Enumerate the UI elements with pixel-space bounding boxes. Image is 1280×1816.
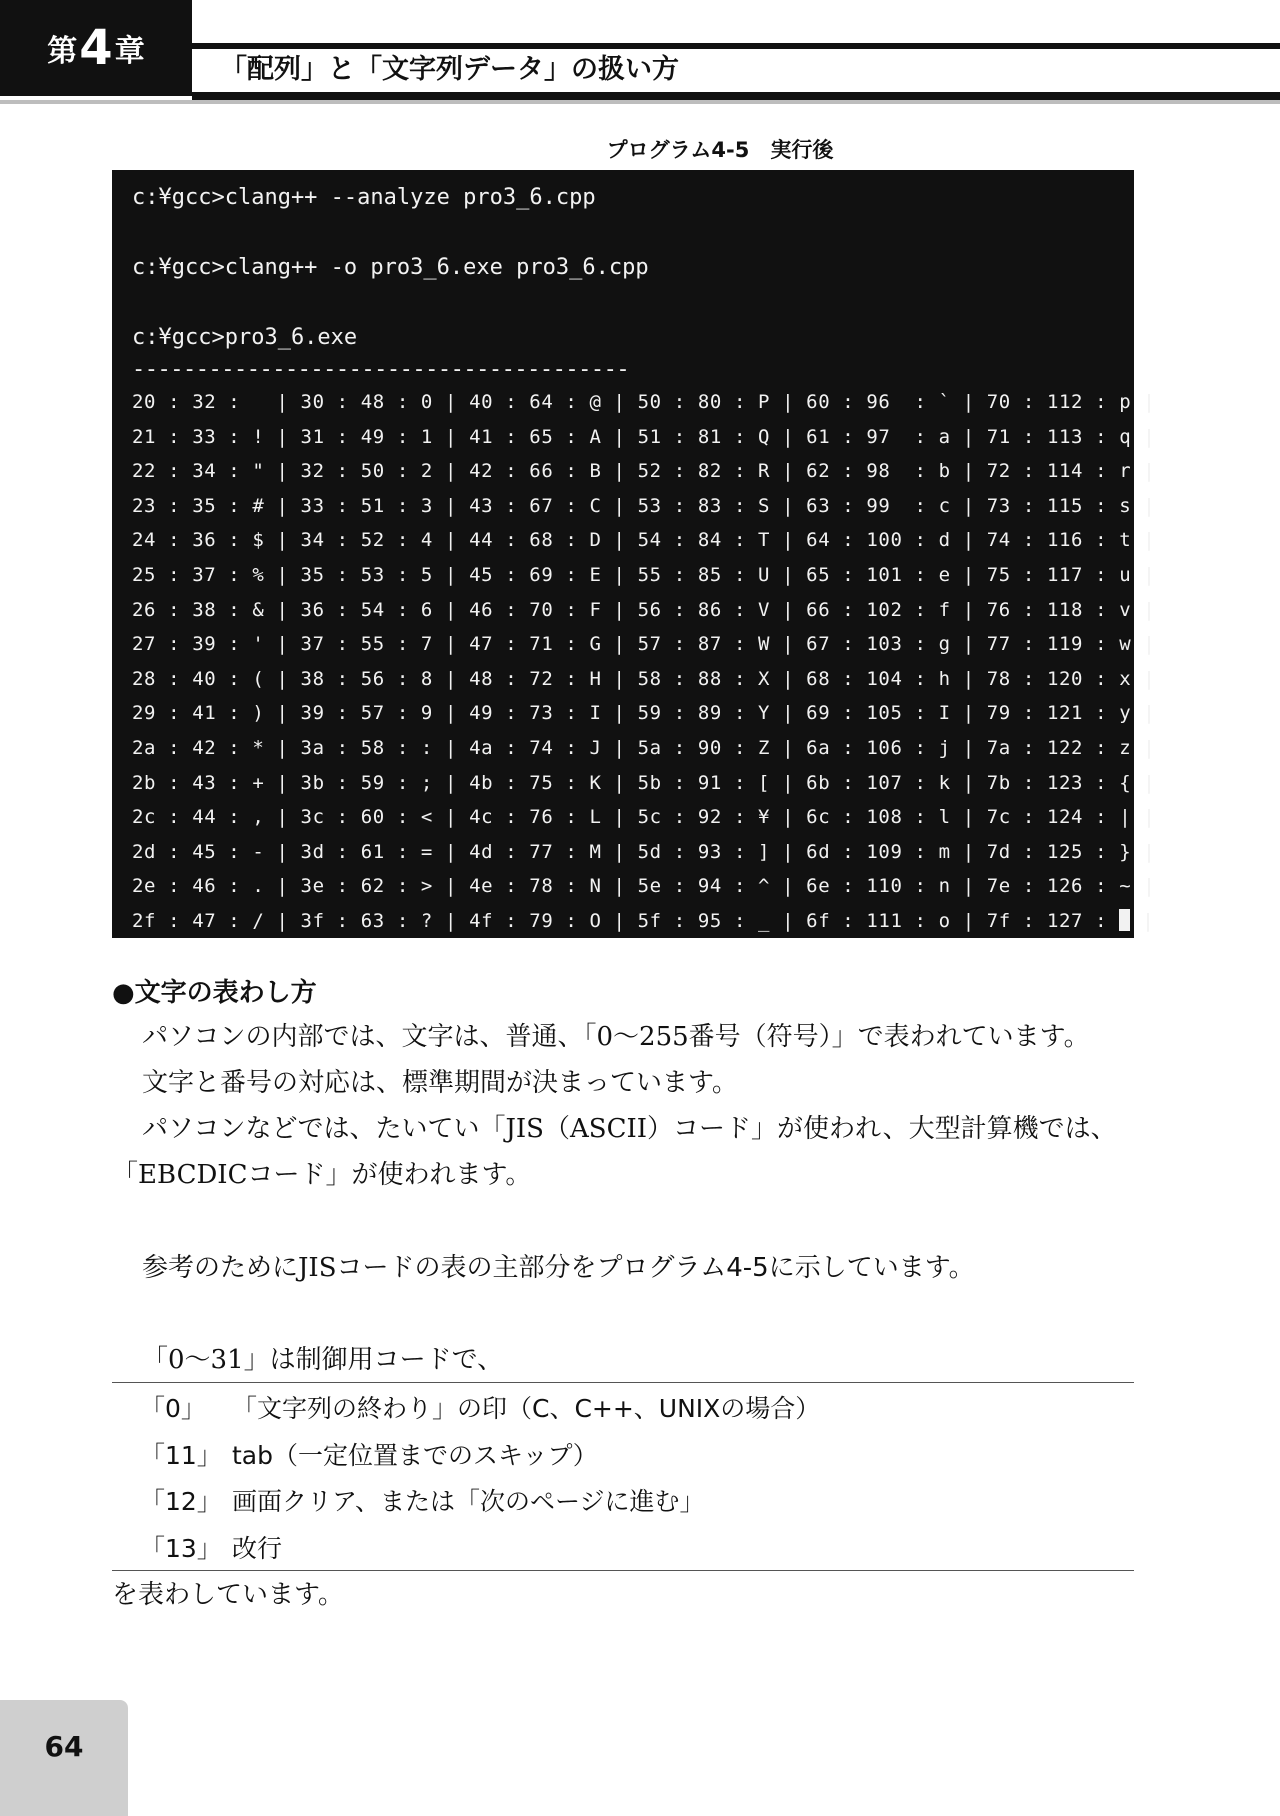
list-item xyxy=(140,1526,820,1573)
list-item xyxy=(140,1479,820,1526)
paragraph-line: 「EBCDICコード」が使われます。 xyxy=(112,1160,532,1190)
code-table-row: 24 : 36 : $ | 34 : 52 : 4 | 44 : 68 : D | 54 : 84 : T | 64 : 100 : d | 74 : 116 : t | xyxy=(132,529,1156,552)
control-description: 改行 xyxy=(232,1533,283,1563)
page-number: 64 xyxy=(44,1730,84,1763)
terminal-output xyxy=(112,170,1156,938)
command-line: c:¥gcc>clang++ -o pro3_6.exe pro3_6.cpp xyxy=(132,255,649,280)
section-heading: ●文字の表わし方 xyxy=(112,978,317,1008)
code-table-row: 22 : 34 : " | 32 : 50 : 2 | 42 : 66 : B | 52 : 82 : R | 62 : 98 : b | 72 : 114 : r | xyxy=(132,460,1156,483)
paragraph-line: 「0〜31」は制御用コードで、 xyxy=(142,1345,504,1375)
paragraph-6 xyxy=(112,1572,1132,1618)
control-code: 「11」 xyxy=(140,1440,222,1470)
list-item xyxy=(140,1386,820,1433)
last-row-text: 2f : 47 : / | 3f : 63 : ? | 4f : 79 : O | 5f : 95 : _ | 6f : 111 : o | 7f : 127 : xyxy=(132,909,1120,932)
header-rule-top xyxy=(192,43,1280,49)
command-line: c:¥gcc>pro3_6.exe xyxy=(132,325,358,350)
control-code: 「12」 xyxy=(140,1487,222,1516)
code-table-row: 25 : 37 : % | 35 : 53 : 5 | 45 : 69 : E | 55 : 85 : U | 65 : 101 : e | 75 : 117 : u | xyxy=(132,563,1156,586)
chapter-prefix: 第 xyxy=(47,34,78,69)
last-row-end: | xyxy=(1130,909,1155,932)
control-code-list xyxy=(140,1386,820,1572)
paragraph-line xyxy=(112,1245,1132,1291)
paragraph-5 xyxy=(112,1337,1132,1383)
code-table-row-last xyxy=(132,904,1155,939)
code-table-row: 2a : 42 : * | 3a : 58 : : | 4a : 74 : J | 5a : 90 : Z | 6a : 106 : j | 7a : 122 : z | xyxy=(132,736,1156,759)
program-caption: プログラム4-5 実行後 xyxy=(606,138,834,162)
paragraph-3 xyxy=(112,1106,1132,1198)
code-table-row: 26 : 38 : & | 36 : 54 : 6 | 46 : 70 : F | 56 : 86 : V | 66 : 102 : f | 76 : 118 : v | xyxy=(132,598,1156,621)
list-rule-top xyxy=(112,1382,1134,1383)
control-code: 「13」 xyxy=(140,1533,222,1563)
chapter-suffix: 章 xyxy=(114,34,145,69)
paragraph-line: パソコンなどでは、たいてい「JIS（ASCII）コード」が使われ、大型計算機では、 xyxy=(142,1114,1117,1144)
paragraph-line: を表わしています。 xyxy=(112,1580,344,1610)
header-rule-bottom xyxy=(192,92,1280,100)
code-table-row: 2d : 45 : - | 3d : 61 : = | 4d : 77 : M | 5d : 93 : ] | 6d : 109 : m | 7d : 125 : } | xyxy=(132,840,1156,863)
cursor-block-icon xyxy=(1119,909,1130,931)
code-table-row: 20 : 32 : | 30 : 48 : 0 | 40 : 64 : @ | 50 : 80 : P | 60 : 96 : ` | 70 : 112 : p | xyxy=(132,391,1156,413)
control-description: 画面クリア、または「次のページに進む」 xyxy=(232,1487,705,1516)
chapter-label xyxy=(0,0,192,96)
code-table-row: 21 : 33 : ! | 31 : 49 : 1 | 41 : 65 : A | 51 : 81 : Q | 61 : 97 : a | 71 : 113 : q | xyxy=(132,425,1156,448)
paragraph-line: パソコンの内部では、文字は、普通、「0〜255番号（符号）」で表われています。 xyxy=(142,1022,1090,1052)
control-description: tab（一定位置までのスキップ） xyxy=(232,1440,598,1470)
control-description: 「文字列の終わり」の印（C、C++、UNIXの場合） xyxy=(232,1394,821,1423)
control-code: 「0」 xyxy=(140,1394,206,1423)
list-rule-bottom xyxy=(112,1570,1134,1571)
code-table-row: 29 : 41 : ) | 39 : 57 : 9 | 49 : 73 : I | 59 : 89 : Y | 69 : 105 : I | 79 : 121 : y | xyxy=(132,702,1156,725)
code-table-row: 2c : 44 : , | 3c : 60 : < | 4c : 76 : L | 5c : 92 : ¥ | 6c : 108 : l | 7c : 124 : | | xyxy=(132,806,1156,829)
code-table-row: 28 : 40 : ( | 38 : 56 : 8 | 48 : 72 : H | 58 : 88 : X | 68 : 104 : h | 78 : 120 : x | xyxy=(132,667,1156,690)
program-reference: プログラム4-5 xyxy=(596,1253,769,1283)
paragraph-line: 文字と番号の対応は、標準期間が決まっています。 xyxy=(142,1068,738,1098)
code-table-row: 23 : 35 : # | 33 : 51 : 3 | 43 : 67 : C | 53 : 83 : S | 63 : 99 : c | 73 : 115 : s | xyxy=(132,494,1156,517)
blank-line xyxy=(132,215,1134,250)
separator-line: --------------------------------------- xyxy=(132,357,630,382)
paragraph-text: 参考のためにJISコードの表の主部分を xyxy=(142,1253,597,1283)
command-line: c:¥gcc>clang++ --analyze pro3_6.cpp xyxy=(132,185,596,210)
list-item xyxy=(140,1433,820,1480)
paragraph-1 xyxy=(112,1014,1132,1060)
paragraph-text: に示しています。 xyxy=(768,1253,975,1283)
blank-line xyxy=(132,285,1134,320)
chapter-title: 「配列」と「文字列データ」の扱い方 xyxy=(220,54,679,85)
header-rule-grey xyxy=(0,100,1280,104)
paragraph-4 xyxy=(112,1245,1132,1291)
code-table-row: 2b : 43 : + | 3b : 59 : ; | 4b : 75 : K | 5b : 91 : [ | 6b : 107 : k | 7b : 123 : { | xyxy=(132,771,1156,794)
code-table-row: 27 : 39 : ' | 37 : 55 : 7 | 47 : 71 : G | 57 : 87 : W | 67 : 103 : g | 77 : 119 : w | xyxy=(132,633,1156,656)
paragraph-2 xyxy=(112,1060,1132,1106)
chapter-number: 4 xyxy=(79,20,113,76)
code-table-row: 2e : 46 : . | 3e : 62 : > | 4e : 78 : N | 5e : 94 : ^ | 6e : 110 : n | 7e : 126 : ~ | xyxy=(132,875,1156,898)
